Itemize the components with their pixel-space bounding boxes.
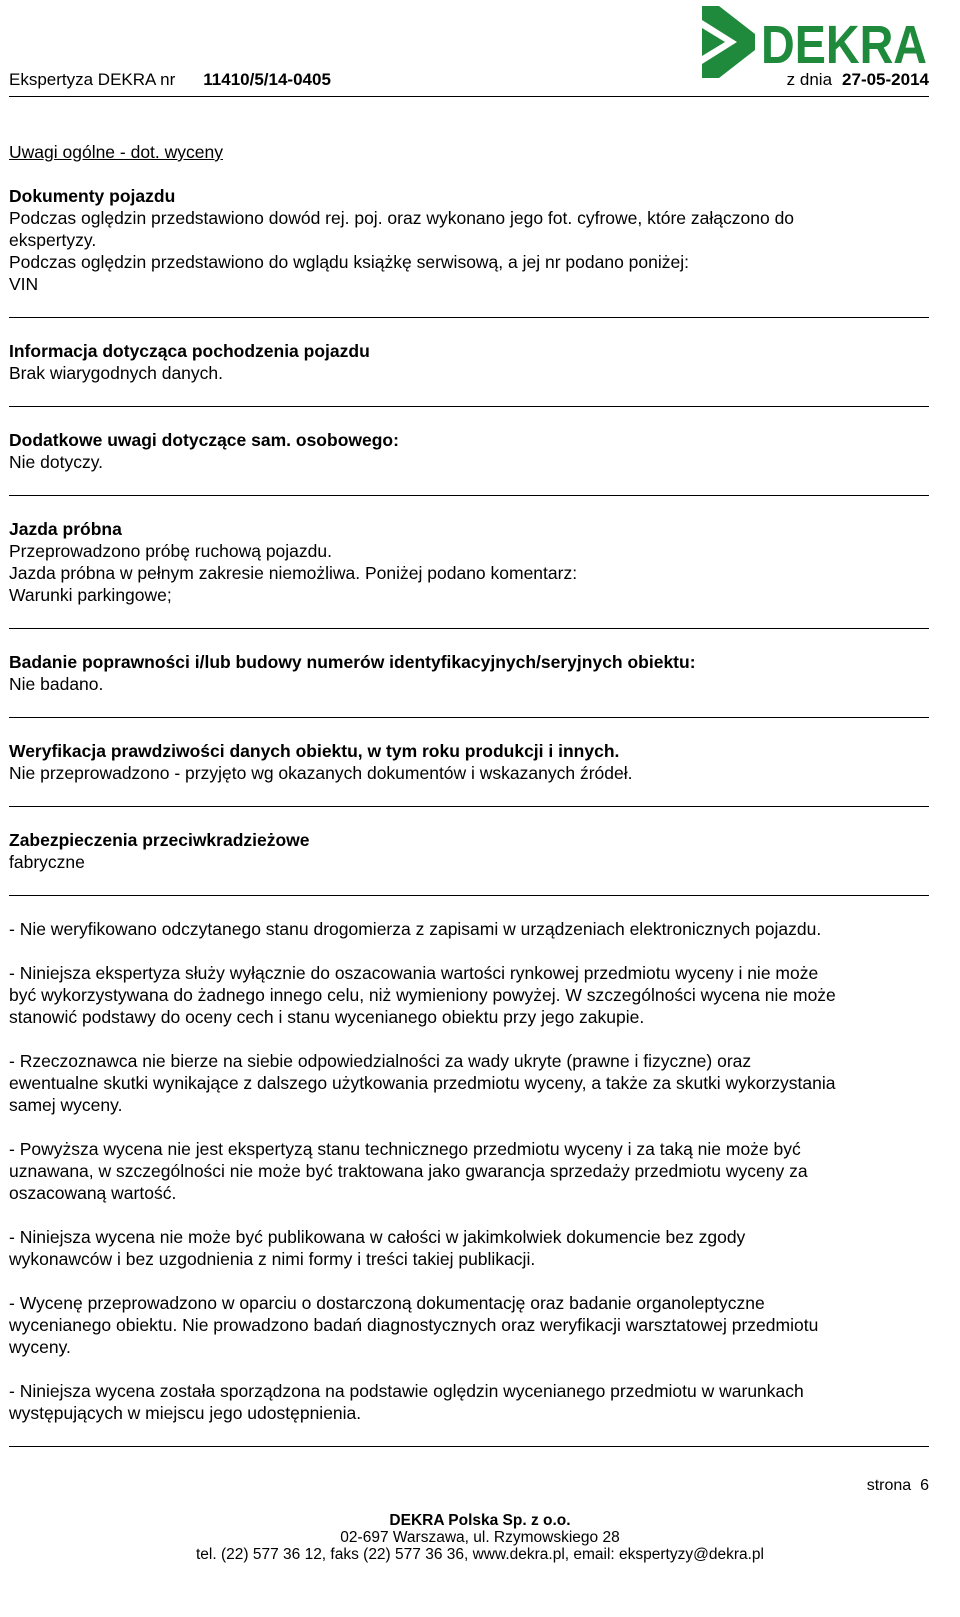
note-line: występujących w miejscu jego udostępnienia. bbox=[9, 1403, 362, 1423]
note-line: uznawana, w szczególności nie może być traktowana jako gwarancja sprzedaży przedmiotu wyceny za bbox=[9, 1161, 808, 1181]
note-line: stanowić podstawy do oceny cech i stanu wycenianego obiektu przy jego zakupie. bbox=[9, 1007, 645, 1027]
note-line: oszacowaną wartość. bbox=[9, 1183, 177, 1203]
section-line: Nie przeprowadzono - przyjęto wg okazanych dokumentów i wskazanych źródeł. bbox=[9, 763, 633, 783]
note-line: - Nie weryfikowano odczytanego stanu drogomierza z zapisami w urządzeniach elektronicznych pojazdu. bbox=[9, 919, 822, 939]
date-value: 27-05-2014 bbox=[842, 70, 929, 89]
expertise-id bbox=[9, 70, 331, 90]
section-title-id-numbers: Badanie poprawności i/lub budowy numerów identyfikacyjnych/seryjnych obiektu: bbox=[9, 652, 696, 672]
footer-address: 02-697 Warszawa, ul. Rzymowskiego 28 bbox=[340, 1529, 620, 1546]
note-line: - Niniejsza wycena została sporządzona na podstawie oględzin wycenianego przedmiotu w warunkach bbox=[9, 1381, 804, 1401]
section-line: Jazda próbna w pełnym zakresie niemożliwa. Poniżej podano komentarz: bbox=[9, 563, 578, 583]
section-line: Przeprowadzono próbę ruchową pojazdu. bbox=[9, 541, 332, 561]
divider bbox=[9, 1446, 929, 1447]
footer-company: DEKRA Polska Sp. z o.o. bbox=[389, 1512, 571, 1529]
section-line: Nie dotyczy. bbox=[9, 452, 104, 472]
note-line: wycenianego obiektu. Nie prowadzono badań diagnostycznych oraz weryfikacji warsztatowej przedmiotu bbox=[9, 1315, 819, 1335]
section-line: VIN bbox=[9, 274, 39, 294]
page-value: 6 bbox=[920, 1477, 929, 1494]
section-line: Nie badano. bbox=[9, 674, 104, 694]
section-title-anti-theft: Zabezpieczenia przeciwkradzieżowe bbox=[9, 830, 310, 850]
section-line: fabryczne bbox=[9, 852, 85, 872]
section-line: ekspertyzy. bbox=[9, 230, 97, 250]
date-label: z dnia bbox=[786, 70, 833, 89]
section-title-test-drive: Jazda próbna bbox=[9, 519, 122, 539]
section-line: Brak wiarygodnych danych. bbox=[9, 363, 223, 383]
note-line: - Powyższa wycena nie jest ekspertyzą stanu technicznego przedmiotu wyceny i za taką nie może być bbox=[9, 1139, 801, 1159]
expertise-number: 11410/5/14-0405 bbox=[203, 70, 331, 89]
note-line: - Wycenę przeprowadzono w oparciu o dostarczoną dokumentację oraz badanie organoleptyczne bbox=[9, 1293, 765, 1313]
section-title-origin: Informacja dotycząca pochodzenia pojazdu bbox=[9, 341, 370, 361]
expertise-date bbox=[787, 70, 929, 90]
note-line: - Niniejsza ekspertyza służy wyłącznie do oszacowania wartości rynkowej przedmiotu wyceny i nie może bbox=[9, 963, 819, 983]
section-title-general: Uwagi ogólne - dot. wyceny bbox=[9, 142, 223, 162]
note-line: samej wyceny. bbox=[9, 1095, 123, 1115]
note-line: wyceny. bbox=[9, 1337, 71, 1357]
document-header bbox=[9, 60, 929, 97]
note-line: - Rzeczoznawca nie bierze na siebie odpowiedzialności za wady ukryte (prawne i fizyczne) oraz bbox=[9, 1051, 752, 1071]
section-line: Warunki parkingowe; bbox=[9, 585, 172, 605]
page-label: strona bbox=[866, 1477, 912, 1494]
note-line: być wykorzystywana do żadnego innego celu, niż wymieniony powyżej. W szczególności wycena nie może bbox=[9, 985, 836, 1005]
dekra-logo-text: DEKRA bbox=[761, 15, 927, 75]
footer-contact: tel. (22) 577 36 12, faks (22) 577 36 36, www.dekra.pl, email: ekspertyzy@dekra.pl bbox=[196, 1546, 764, 1563]
section-line: Podczas oględzin przedstawiono do wglądu książkę serwisową, a jej nr podano poniżej: bbox=[9, 252, 689, 272]
section-line: Podczas oględzin przedstawiono dowód rej. poj. oraz wykonano jego fot. cyfrowe, które załączono do bbox=[9, 208, 795, 228]
section-title-additional: Dodatkowe uwagi dotyczące sam. osobowego: bbox=[9, 430, 399, 450]
document-body bbox=[9, 141, 929, 1447]
section-title-documents: Dokumenty pojazdu bbox=[9, 186, 176, 206]
note-line: ewentualne skutki wynikające z dalszego użytkowania przedmiotu wyceny, a także za skutki wykorzystania bbox=[9, 1073, 836, 1093]
note-line: - Niniejsza wycena nie może być publikowana w całości w jakimkolwiek dokumencie bez zgody bbox=[9, 1227, 746, 1247]
section-title-verification: Weryfikacja prawdziwości danych obiektu, w tym roku produkcji i innych. bbox=[9, 741, 620, 761]
expertise-label: Ekspertyza DEKRA nr bbox=[9, 70, 176, 89]
note-line: wykonawców i bez uzgodnienia z nimi formy i treści takiej publikacji. bbox=[9, 1249, 536, 1269]
document-footer bbox=[0, 1512, 960, 1563]
page-number bbox=[867, 1477, 929, 1495]
